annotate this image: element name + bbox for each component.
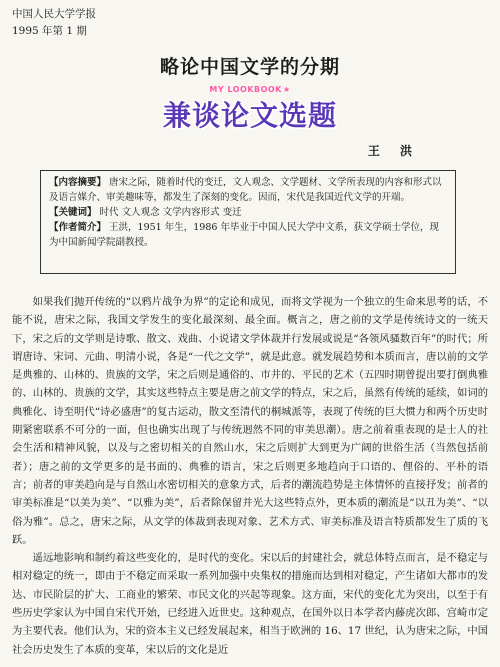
body-paragraph-2: 遥远地影响和制约着这些变化的，是时代的变化。宋以后的封建社会，就总体特点而言，是不稳定与相对稳定的统一，即由于不稳定而采取一系列加强中央集权的措施而达到相对稳定，产生诸如大都市的发达、市民阶层的扩大、工商业的繁荣、市民文化的兴起等现象。这方面，宋代的变化尤为突出，以至于有些历史学家认为中国自宋代开始，已经进入近世史。这种观点，在国外以日本学者内藤虎次郎、宫崎市定为主要代表。他们认为，宋的资本主义已经发展起来，相当于欧洲的 16、17 世纪，认为唐宋之际，中国社会历史发生了本质的变革，宋以后的文化是近 — [12, 552, 488, 656]
overlay-subtitle-banner: 兼谈论文选题 — [162, 99, 337, 132]
keywords-tag: 【关键词】 — [49, 207, 97, 218]
journal-header — [12, 6, 96, 40]
journal-name: 中国人民大学学报 — [12, 8, 96, 20]
body-paragraph-1: 如果我们抛开传统的“以鸦片战争为界”的定论和成见，而将文学视为一个独立的生命来思考的话，不能不说，唐宋之际，我国文学发生的变化最深刻、最全面。概言之，唐之前的文学是传统诗文的一统天下，宋之后的文学则是诗歌、散文、戏曲、小说诸文学体裁并行发展或说是“各领风骚数百年”的时代；所谓唐诗、宋词、元曲、明清小说，各是“一代之文学”，就是此意。就发展趋势和本质而言，唐以前的文学是典雅的、山林的、贵族的文学，宋之后则是通俗的、市井的、平民的艺术（五四时期曾提出要打倒典雅的、山林的、贵族的文学，其实这些特点主要是唐之前文学的特点，宋之后，虽然有传统的延续，如词的典雅化、诗至明代“诗必盛唐”的复古运动，散文至清代的桐城派等，表现了传统的巨大惯力和两个历史时期紧密联系不可分的一面，但也确实出现了与传统迥然不同的审美思潮）。唐之前着重表现的是士人的社会生活和精神风貌，以及与之密切相关的自然山水，宋之后则扩大到更为广阔的世俗生活（当然包括前者）；唐之前的文学更多的是书面的、典雅的语言，宋之后则更多地趋向于口语的、俚俗的、平朴的语言；前者的审美趋向是与自然山水密切相关的意象方式，后者的潮流趋势是主体情怀的直接抒发；前者的审美标准是“以美为美”、“以雅为美”，后者除保留并光大这些特点外，更本质的潮流是“以丑为美”、“以俗为雅”。总之，唐宋之际，从文学的体裁到表现对象、艺术方式、审美标准及语言特质都发生了质的飞跃。 — [12, 296, 488, 546]
abstract-keywords — [49, 205, 447, 220]
overlay-watermark-small — [0, 85, 500, 94]
abstract-summary — [49, 175, 447, 205]
summary-text: 唐宋之际，随着时代的变迁，文人观念、文学题材、文学所表现的内容和形式以及语言媒介、审美趣味等，都发生了深刻的变化。因而，宋代是我国近代文学的开端。 — [49, 177, 442, 203]
overlay-small-text: MY LOOKBOOK — [209, 85, 282, 94]
article-body — [12, 293, 488, 659]
article-title: 略论中国文学的分期 — [159, 56, 340, 78]
abstract-box — [40, 170, 456, 274]
author-bio-text: 王洪，1951 年生，1986 年毕业于中国人民大学中文系，获文学硕士学位，现为中国新闻学院副教授。 — [49, 222, 439, 248]
abstract-author-bio — [49, 220, 447, 250]
summary-tag: 【内容摘要】 — [49, 177, 107, 188]
author-name: 王 洪 — [367, 144, 420, 158]
keywords-text: 时代 文人观念 文学内容形式 变迁 — [99, 207, 242, 218]
author-bio-tag: 【作者简介】 — [49, 222, 107, 233]
journal-issue: 1995 年第 1 期 — [12, 25, 87, 37]
star-icon: ★ — [282, 85, 291, 94]
